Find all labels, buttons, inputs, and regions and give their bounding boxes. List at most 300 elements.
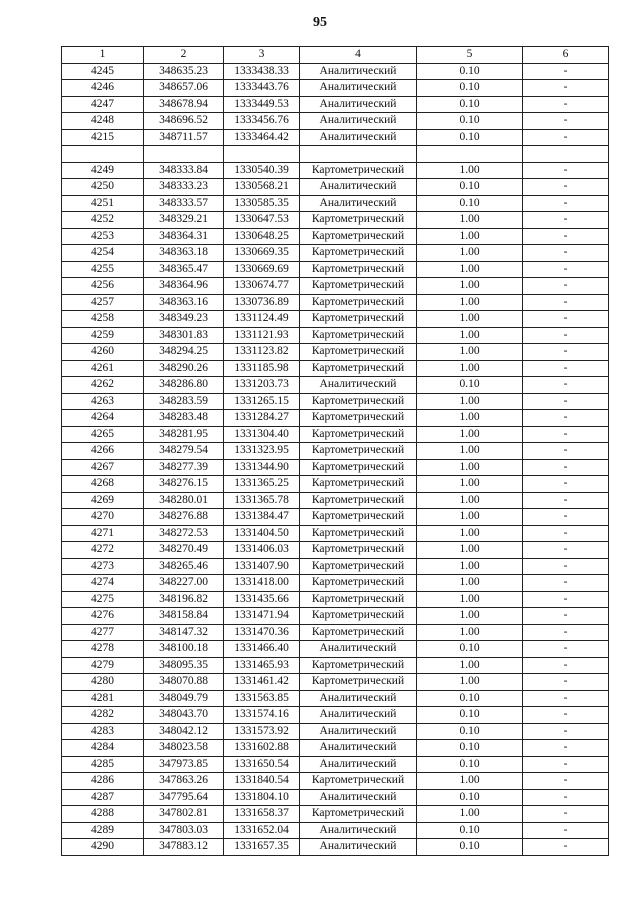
note-cell: - [523, 509, 609, 526]
method-cell: Аналитический [300, 740, 417, 757]
note-cell: - [523, 113, 609, 130]
method-cell: Картометрический [300, 443, 417, 460]
method-cell: Аналитический [300, 63, 417, 80]
x-coordinate-cell: 348095.35 [144, 657, 224, 674]
x-coordinate-cell: 348276.88 [144, 509, 224, 526]
x-coordinate-cell: 347803.03 [144, 822, 224, 839]
y-coordinate-cell: 1333438.33 [224, 63, 300, 80]
method-cell: Картометрический [300, 360, 417, 377]
table-row [62, 80, 609, 97]
method-cell: Картометрический [300, 393, 417, 410]
table-row [62, 740, 609, 757]
note-cell: - [523, 575, 609, 592]
point-number-cell: 4283 [62, 723, 144, 740]
y-coordinate-cell: 1331471.94 [224, 608, 300, 625]
y-coordinate-cell: 1333449.53 [224, 96, 300, 113]
x-coordinate-cell: 348365.47 [144, 261, 224, 278]
y-coordinate-cell: 1331304.40 [224, 426, 300, 443]
accuracy-cell: 0.10 [417, 113, 523, 130]
column-header: 6 [523, 47, 609, 64]
note-cell: - [523, 195, 609, 212]
note-cell: - [523, 228, 609, 245]
accuracy-cell: 1.00 [417, 278, 523, 295]
point-number-cell: 4287 [62, 789, 144, 806]
accuracy-cell: 0.10 [417, 195, 523, 212]
y-coordinate-cell: 1330669.35 [224, 245, 300, 262]
x-coordinate-cell: 348283.48 [144, 410, 224, 427]
table-row [62, 410, 609, 427]
accuracy-cell: 1.00 [417, 294, 523, 311]
point-number-cell: 4261 [62, 360, 144, 377]
method-cell: Аналитический [300, 641, 417, 658]
x-coordinate-cell: 348635.23 [144, 63, 224, 80]
note-cell: - [523, 806, 609, 823]
y-coordinate-cell: 1331470.36 [224, 624, 300, 641]
accuracy-cell [417, 146, 523, 163]
table-row [62, 278, 609, 295]
accuracy-cell: 0.10 [417, 96, 523, 113]
table-header-row [62, 47, 609, 64]
table-row [62, 509, 609, 526]
table-row [62, 806, 609, 823]
x-coordinate-cell: 348227.00 [144, 575, 224, 592]
y-coordinate-cell: 1331365.78 [224, 492, 300, 509]
note-cell: - [523, 278, 609, 295]
accuracy-cell: 0.10 [417, 129, 523, 146]
accuracy-cell: 1.00 [417, 608, 523, 625]
point-number-cell: 4276 [62, 608, 144, 625]
point-number-cell: 4279 [62, 657, 144, 674]
point-number-cell: 4265 [62, 426, 144, 443]
accuracy-cell: 1.00 [417, 575, 523, 592]
accuracy-cell: 0.10 [417, 690, 523, 707]
point-number-cell: 4245 [62, 63, 144, 80]
method-cell: Картометрический [300, 344, 417, 361]
point-number-cell: 4272 [62, 542, 144, 559]
note-cell: - [523, 377, 609, 394]
table-row [62, 113, 609, 130]
table-row [62, 212, 609, 229]
table-row [62, 525, 609, 542]
y-coordinate-cell: 1331406.03 [224, 542, 300, 559]
table-row [62, 360, 609, 377]
table-row [62, 179, 609, 196]
table-row [62, 261, 609, 278]
x-coordinate-cell: 348049.79 [144, 690, 224, 707]
y-coordinate-cell: 1331461.42 [224, 674, 300, 691]
method-cell: Картометрический [300, 608, 417, 625]
method-cell: Картометрический [300, 245, 417, 262]
y-coordinate-cell: 1330669.69 [224, 261, 300, 278]
table-row [62, 624, 609, 641]
x-coordinate-cell: 347973.85 [144, 756, 224, 773]
point-number-cell: 4284 [62, 740, 144, 757]
y-coordinate-cell: 1331123.82 [224, 344, 300, 361]
x-coordinate-cell: 347795.64 [144, 789, 224, 806]
y-coordinate-cell: 1331563.85 [224, 690, 300, 707]
y-coordinate-cell: 1331652.04 [224, 822, 300, 839]
point-number-cell: 4250 [62, 179, 144, 196]
y-coordinate-cell: 1330568.21 [224, 179, 300, 196]
y-coordinate-cell: 1331124.49 [224, 311, 300, 328]
accuracy-cell: 1.00 [417, 228, 523, 245]
note-cell: - [523, 179, 609, 196]
accuracy-cell: 1.00 [417, 162, 523, 179]
x-coordinate-cell: 348333.57 [144, 195, 224, 212]
table-row [62, 674, 609, 691]
table-row [62, 839, 609, 856]
x-coordinate-cell: 348043.70 [144, 707, 224, 724]
point-number-cell: 4248 [62, 113, 144, 130]
table-row [62, 476, 609, 493]
note-cell: - [523, 756, 609, 773]
method-cell: Картометрический [300, 212, 417, 229]
x-coordinate-cell: 348363.16 [144, 294, 224, 311]
x-coordinate-cell: 348696.52 [144, 113, 224, 130]
method-cell: Картометрический [300, 476, 417, 493]
table-row [62, 575, 609, 592]
accuracy-cell: 0.10 [417, 80, 523, 97]
point-number-cell: 4215 [62, 129, 144, 146]
method-cell: Картометрический [300, 806, 417, 823]
method-cell: Аналитический [300, 822, 417, 839]
y-coordinate-cell: 1330585.35 [224, 195, 300, 212]
table-row [62, 63, 609, 80]
point-number-cell: 4280 [62, 674, 144, 691]
note-cell: - [523, 525, 609, 542]
x-coordinate-cell: 348349.23 [144, 311, 224, 328]
method-cell: Картометрический [300, 162, 417, 179]
y-coordinate-cell: 1331185.98 [224, 360, 300, 377]
table-row [62, 822, 609, 839]
method-cell: Картометрический [300, 575, 417, 592]
point-number-cell: 4286 [62, 773, 144, 790]
note-cell: - [523, 360, 609, 377]
accuracy-cell: 0.10 [417, 839, 523, 856]
point-number-cell: 4253 [62, 228, 144, 245]
accuracy-cell: 1.00 [417, 773, 523, 790]
x-coordinate-cell: 348283.59 [144, 393, 224, 410]
method-cell: Картометрический [300, 542, 417, 559]
page-number: 95 [313, 15, 327, 30]
method-cell: Картометрический [300, 657, 417, 674]
accuracy-cell: 1.00 [417, 542, 523, 559]
y-coordinate-cell: 1331284.27 [224, 410, 300, 427]
method-cell: Аналитический [300, 179, 417, 196]
note-cell: - [523, 624, 609, 641]
table-row [62, 294, 609, 311]
point-number-cell: 4275 [62, 591, 144, 608]
table-row [62, 756, 609, 773]
point-number-cell: 4285 [62, 756, 144, 773]
point-number-cell: 4282 [62, 707, 144, 724]
accuracy-cell: 1.00 [417, 410, 523, 427]
point-number-cell: 4289 [62, 822, 144, 839]
method-cell: Картометрический [300, 311, 417, 328]
note-cell: - [523, 443, 609, 460]
note-cell: - [523, 344, 609, 361]
point-number-cell: 4260 [62, 344, 144, 361]
x-coordinate-cell: 347863.26 [144, 773, 224, 790]
note-cell: - [523, 393, 609, 410]
y-coordinate-cell: 1331650.54 [224, 756, 300, 773]
accuracy-cell: 1.00 [417, 426, 523, 443]
x-coordinate-cell: 347883.12 [144, 839, 224, 856]
accuracy-cell: 0.10 [417, 377, 523, 394]
note-cell: - [523, 476, 609, 493]
coordinates-table [61, 46, 609, 856]
point-number-cell: 4252 [62, 212, 144, 229]
y-coordinate-cell: 1333443.76 [224, 80, 300, 97]
accuracy-cell: 1.00 [417, 492, 523, 509]
accuracy-cell: 1.00 [417, 591, 523, 608]
table-row [62, 723, 609, 740]
point-number-cell: 4246 [62, 80, 144, 97]
x-coordinate-cell: 348276.15 [144, 476, 224, 493]
y-coordinate-cell [224, 146, 300, 163]
method-cell: Аналитический [300, 789, 417, 806]
accuracy-cell: 0.10 [417, 641, 523, 658]
note-cell: - [523, 542, 609, 559]
note-cell: - [523, 162, 609, 179]
note-cell: - [523, 311, 609, 328]
method-cell: Картометрический [300, 558, 417, 575]
x-coordinate-cell: 348158.84 [144, 608, 224, 625]
accuracy-cell: 1.00 [417, 360, 523, 377]
note-cell: - [523, 410, 609, 427]
method-cell: Картометрический [300, 591, 417, 608]
x-coordinate-cell: 348294.25 [144, 344, 224, 361]
table-row [62, 311, 609, 328]
point-number-cell: 4251 [62, 195, 144, 212]
point-number-cell: 4258 [62, 311, 144, 328]
note-cell: - [523, 690, 609, 707]
accuracy-cell: 0.10 [417, 179, 523, 196]
point-number-cell: 4267 [62, 459, 144, 476]
x-coordinate-cell: 348281.95 [144, 426, 224, 443]
x-coordinate-cell: 348100.18 [144, 641, 224, 658]
table-row [62, 591, 609, 608]
method-cell: Картометрический [300, 525, 417, 542]
note-cell: - [523, 96, 609, 113]
y-coordinate-cell: 1331573.92 [224, 723, 300, 740]
method-cell: Картометрический [300, 492, 417, 509]
point-number-cell: 4290 [62, 839, 144, 856]
y-coordinate-cell: 1331574.16 [224, 707, 300, 724]
method-cell: Картометрический [300, 459, 417, 476]
method-cell: Картометрический [300, 261, 417, 278]
x-coordinate-cell: 348333.23 [144, 179, 224, 196]
accuracy-cell: 1.00 [417, 674, 523, 691]
y-coordinate-cell: 1333464.42 [224, 129, 300, 146]
point-number-cell: 4255 [62, 261, 144, 278]
accuracy-cell: 0.10 [417, 707, 523, 724]
x-coordinate-cell: 348329.21 [144, 212, 224, 229]
note-cell: - [523, 789, 609, 806]
x-coordinate-cell: 348280.01 [144, 492, 224, 509]
point-number-cell: 4274 [62, 575, 144, 592]
y-coordinate-cell: 1331602.88 [224, 740, 300, 757]
table-row [62, 377, 609, 394]
note-cell: - [523, 63, 609, 80]
accuracy-cell: 1.00 [417, 311, 523, 328]
point-number-cell: 4266 [62, 443, 144, 460]
y-coordinate-cell: 1331384.47 [224, 509, 300, 526]
method-cell: Аналитический [300, 839, 417, 856]
table-row [62, 773, 609, 790]
note-cell: - [523, 591, 609, 608]
accuracy-cell: 1.00 [417, 245, 523, 262]
column-header: 1 [62, 47, 144, 64]
table-row [62, 129, 609, 146]
table-row [62, 690, 609, 707]
table-row [62, 542, 609, 559]
table-row [62, 146, 609, 163]
point-number-cell: 4271 [62, 525, 144, 542]
table-row [62, 393, 609, 410]
method-cell: Аналитический [300, 756, 417, 773]
x-coordinate-cell: 348070.88 [144, 674, 224, 691]
y-coordinate-cell: 1331323.95 [224, 443, 300, 460]
point-number-cell [62, 146, 144, 163]
y-coordinate-cell: 1330540.39 [224, 162, 300, 179]
x-coordinate-cell: 348363.18 [144, 245, 224, 262]
note-cell: - [523, 426, 609, 443]
y-coordinate-cell: 1331466.40 [224, 641, 300, 658]
point-number-cell: 4281 [62, 690, 144, 707]
point-number-cell: 4264 [62, 410, 144, 427]
table-row [62, 228, 609, 245]
accuracy-cell: 1.00 [417, 525, 523, 542]
y-coordinate-cell: 1330674.77 [224, 278, 300, 295]
point-number-cell: 4278 [62, 641, 144, 658]
accuracy-cell: 1.00 [417, 459, 523, 476]
note-cell: - [523, 492, 609, 509]
x-coordinate-cell: 348196.82 [144, 591, 224, 608]
table-body [62, 63, 609, 855]
y-coordinate-cell: 1331404.50 [224, 525, 300, 542]
method-cell: Картометрический [300, 228, 417, 245]
table-row [62, 641, 609, 658]
point-number-cell: 4273 [62, 558, 144, 575]
y-coordinate-cell: 1331465.93 [224, 657, 300, 674]
method-cell: Картометрический [300, 410, 417, 427]
table-row [62, 327, 609, 344]
note-cell: - [523, 707, 609, 724]
table-row [62, 492, 609, 509]
method-cell: Аналитический [300, 707, 417, 724]
table-row [62, 558, 609, 575]
note-cell: - [523, 245, 609, 262]
note-cell: - [523, 723, 609, 740]
x-coordinate-cell: 348657.06 [144, 80, 224, 97]
table-row [62, 657, 609, 674]
accuracy-cell: 0.10 [417, 723, 523, 740]
point-number-cell: 4263 [62, 393, 144, 410]
y-coordinate-cell: 1330736.89 [224, 294, 300, 311]
note-cell: - [523, 641, 609, 658]
point-number-cell: 4268 [62, 476, 144, 493]
point-number-cell: 4270 [62, 509, 144, 526]
method-cell: Картометрический [300, 674, 417, 691]
table-row [62, 162, 609, 179]
y-coordinate-cell: 1331658.37 [224, 806, 300, 823]
x-coordinate-cell: 348265.46 [144, 558, 224, 575]
x-coordinate-cell: 348364.31 [144, 228, 224, 245]
accuracy-cell: 1.00 [417, 327, 523, 344]
point-number-cell: 4277 [62, 624, 144, 641]
note-cell: - [523, 657, 609, 674]
note-cell: - [523, 773, 609, 790]
accuracy-cell: 0.10 [417, 789, 523, 806]
accuracy-cell: 0.10 [417, 822, 523, 839]
x-coordinate-cell: 348301.83 [144, 327, 224, 344]
method-cell: Картометрический [300, 509, 417, 526]
x-coordinate-cell: 348711.57 [144, 129, 224, 146]
x-coordinate-cell: 348290.26 [144, 360, 224, 377]
accuracy-cell: 1.00 [417, 476, 523, 493]
x-coordinate-cell: 348272.53 [144, 525, 224, 542]
accuracy-cell: 0.10 [417, 740, 523, 757]
note-cell: - [523, 261, 609, 278]
note-cell: - [523, 608, 609, 625]
y-coordinate-cell: 1331804.10 [224, 789, 300, 806]
y-coordinate-cell: 1331203.73 [224, 377, 300, 394]
accuracy-cell: 0.10 [417, 63, 523, 80]
method-cell: Аналитический [300, 690, 417, 707]
accuracy-cell: 0.10 [417, 756, 523, 773]
accuracy-cell: 1.00 [417, 344, 523, 361]
accuracy-cell: 1.00 [417, 509, 523, 526]
point-number-cell: 4269 [62, 492, 144, 509]
x-coordinate-cell: 348023.58 [144, 740, 224, 757]
accuracy-cell: 1.00 [417, 443, 523, 460]
method-cell: Аналитический [300, 723, 417, 740]
method-cell: Картометрический [300, 278, 417, 295]
note-cell: - [523, 212, 609, 229]
method-cell: Аналитический [300, 113, 417, 130]
table-row [62, 344, 609, 361]
column-header: 4 [300, 47, 417, 64]
note-cell: - [523, 294, 609, 311]
method-cell: Аналитический [300, 129, 417, 146]
y-coordinate-cell: 1330647.53 [224, 212, 300, 229]
y-coordinate-cell: 1331365.25 [224, 476, 300, 493]
y-coordinate-cell: 1331344.90 [224, 459, 300, 476]
method-cell: Картометрический [300, 773, 417, 790]
table-row [62, 96, 609, 113]
y-coordinate-cell: 1331121.93 [224, 327, 300, 344]
table-row [62, 443, 609, 460]
x-coordinate-cell: 348279.54 [144, 443, 224, 460]
note-cell: - [523, 327, 609, 344]
note-cell [523, 146, 609, 163]
y-coordinate-cell: 1331418.00 [224, 575, 300, 592]
note-cell: - [523, 558, 609, 575]
note-cell: - [523, 839, 609, 856]
point-number-cell: 4259 [62, 327, 144, 344]
note-cell: - [523, 459, 609, 476]
y-coordinate-cell: 1333456.76 [224, 113, 300, 130]
method-cell: Картометрический [300, 624, 417, 641]
point-number-cell: 4247 [62, 96, 144, 113]
x-coordinate-cell: 348147.32 [144, 624, 224, 641]
method-cell: Аналитический [300, 195, 417, 212]
table-row [62, 426, 609, 443]
note-cell: - [523, 674, 609, 691]
table-row [62, 789, 609, 806]
method-cell [300, 146, 417, 163]
